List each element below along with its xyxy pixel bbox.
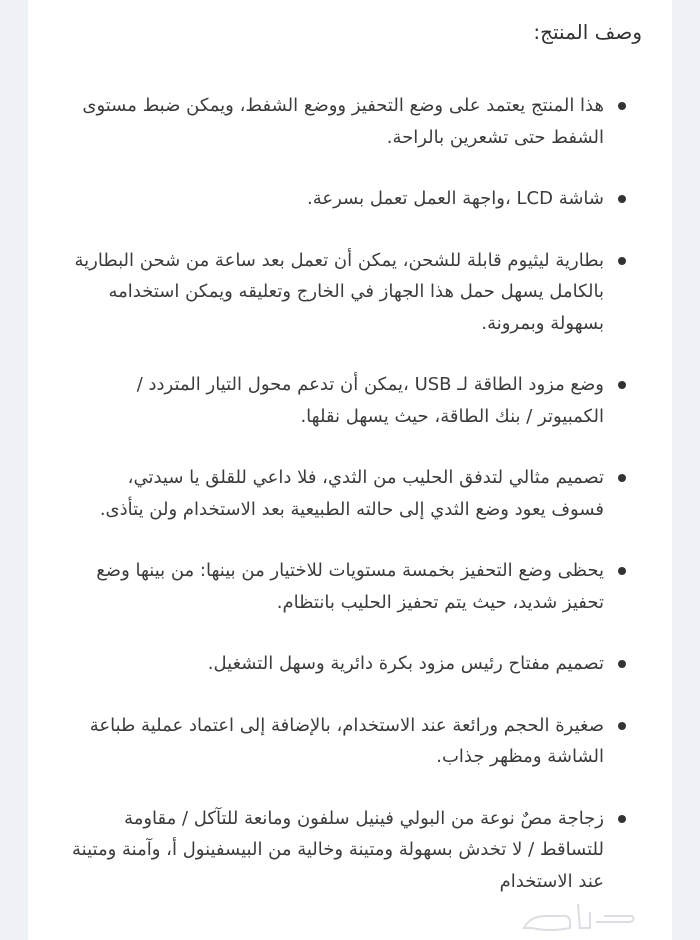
bullet-icon	[618, 722, 626, 730]
list-item	[70, 245, 604, 340]
item-text: تصميم مثالي لتدفق الحليب من الثدي، فلا داعي للقلق يا سيدتي، فسوف يعود وضع الثدي إلى حالته الطبيعية بعد الاستخدام ولن يتأذى.	[99, 467, 604, 520]
page-title: وصف المنتج:	[533, 20, 642, 44]
item-text: وضع مزود الطاقة لـ USB ،يمكن أن تدعم محول التيار المتردد / الكمبيوتر / بنك الطاقة، حيث يسهل نقلها.	[136, 374, 604, 427]
description-list	[70, 90, 604, 927]
item-text: شاشة LCD ،واجهة العمل تعمل بسرعة.	[306, 188, 604, 209]
item-text: صغيرة الحجم ورائعة عند الاستخدام، بالإضافة إلى اعتماد عملية طباعة الشاشة ومظهر جذاب.	[89, 714, 604, 767]
list-item	[70, 710, 604, 773]
item-text: يحظى وضع التحفيز بخمسة مستويات للاختيار من بينها: من بينها وضع تحفيز شديد، حيث يتم تحفيز الحليب بانتظام.	[96, 560, 604, 613]
item-text: زجاجة مصٌ نوعة من البولي فينيل سلفون ومانعة للتآكل / مقاومة للتساقط / لا تخدش بسهولة ومتينة وخالية من البيسفينول أ، وآمنة ومتينة عند الاستخدام	[72, 807, 604, 892]
bullet-icon	[618, 815, 626, 823]
list-item	[70, 648, 604, 680]
item-text: هذا المنتج يعتمد على وضع التحفيز ووضع الشفط، ويمكن ضبط مستوى الشفط حتى تشعرين بالراحة.	[82, 95, 604, 148]
bullet-icon	[618, 381, 626, 389]
list-item	[70, 555, 604, 618]
bullet-icon	[618, 660, 626, 668]
list-item	[70, 183, 604, 215]
bullet-icon	[618, 195, 626, 203]
bullet-icon	[618, 102, 626, 110]
bullet-icon	[618, 567, 626, 575]
list-item	[70, 803, 604, 898]
list-item	[70, 462, 604, 525]
list-item	[70, 369, 604, 432]
bullet-icon	[618, 474, 626, 482]
list-item	[70, 90, 604, 153]
haraj-logo-icon	[520, 898, 640, 934]
bullet-icon	[618, 257, 626, 265]
item-text: بطارية ليثيوم قابلة للشحن، يمكن أن تعمل بعد ساعة من شحن البطارية بالكامل يسهل حمل هذا الجهاز في الخارج وتعليقه ويمكن استخدامه بسهولة وبمرونة.	[74, 249, 604, 334]
item-text: تصميم مفتاح رئيس مزود بكرة دائرية وسهل التشغيل.	[207, 653, 604, 674]
